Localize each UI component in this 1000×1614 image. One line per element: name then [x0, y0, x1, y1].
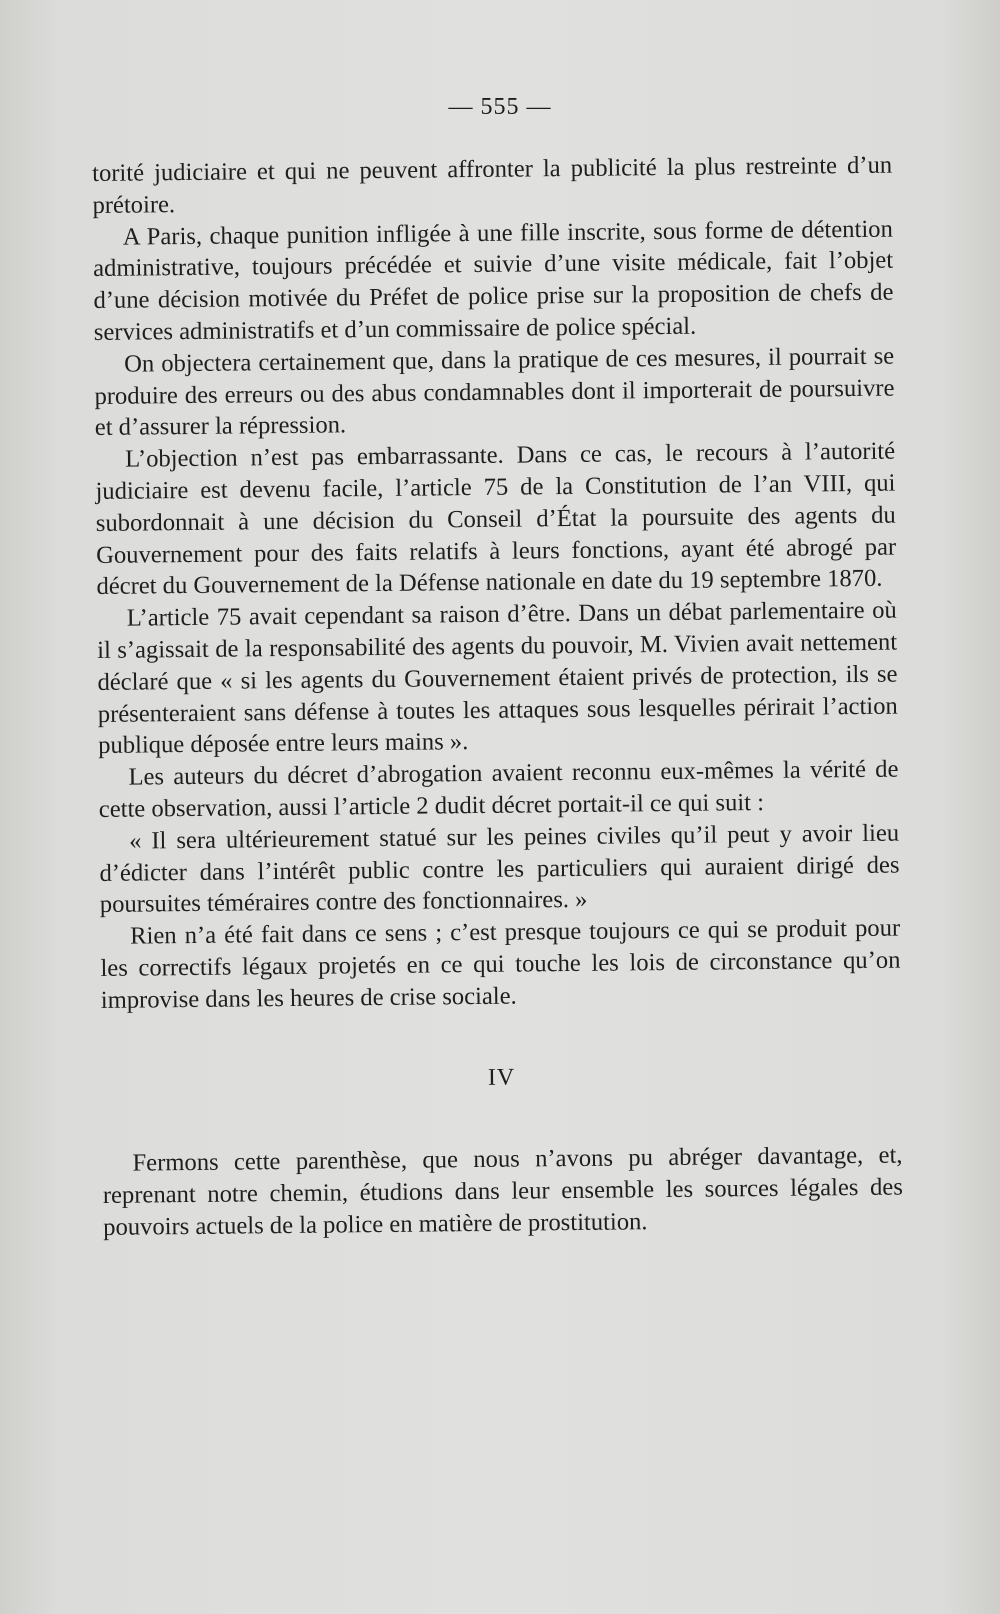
- paragraph: L’article 75 avait cependant sa raison d’être. Dans un débat parlementaire où il s’agissait de la responsabilité des agents du pouvoir, M. Vivien avait nettement déclaré que « si les agents du Gouvernement étaient privés de protection, ils se présenteraient sans défense à toutes les attaques sous lesquelles périrait l’action publique déposée entre leurs mains ».: [97, 596, 898, 760]
- paragraph: On objectera certainement que, dans la pratique de ces mesures, il pourrait se produire des erreurs ou des abus condamnables dont il importerait de poursuivre et d’assurer la répression.: [94, 342, 895, 442]
- paragraph: Rien n’a été fait dans ce sens ; c’est presque toujours ce qui se produit pour les correctifs légaux projetés en ce qui touche les lois de circonstance qu’on improvise dans les heures de crise sociale.: [100, 914, 901, 1014]
- paragraph: Fermons cette parenthèse, que nous n’avons pu abréger davantage, et, reprenant notre chemin, étudions dans leur ensemble les sources légales des pouvoirs actuels de la police en matière de prostitution.: [102, 1141, 903, 1241]
- page-number: — 555 —: [448, 94, 552, 120]
- paragraph: torité judiciaire et qui ne peuvent affronter la publicité la plus restreinte d’un prétoire.: [92, 151, 893, 219]
- section-heading: IV: [487, 1064, 516, 1091]
- paragraph: A Paris, chaque punition infligée à une fille inscrite, sous forme de détention administrative, toujours précédée et suivie d’une visite médicale, fait l’objet d’une décision motivée du Préfet de police prise sur la proposition de chefs de services administratifs et d’un commissaire de police spécial.: [93, 215, 894, 346]
- paragraph: Les auteurs du décret d’abrogation avaient reconnu eux-mêmes la vérité de cette observation, aussi l’article 2 dudit décret portait-il ce qui suit :: [98, 755, 899, 823]
- paragraph: L’objection n’est pas embarrassante. Dans ce cas, le recours à l’autorité judiciaire est devenu facile, l’article 75 de la Constitution de l’an VIII, qui subordonnait à une décision du Conseil d’État la poursuite des agents du Gouvernement pour des faits relatifs à leurs fonctions, ayant été abrogé par décret du Gouvernement de la Défense nationale en date du 19 septembre 1870.: [95, 437, 897, 601]
- paragraph: « Il sera ultérieurement statué sur les peines civiles qu’il peut y avoir lieu d’édicter dans l’intérêt public contre les particuliers qui auraient dirigé des poursuites téméraires contre des fonctionnaires. »: [99, 819, 900, 919]
- paragraphs-after-section: [102, 1140, 903, 1244]
- body-text: [92, 150, 903, 1244]
- paragraphs-before-section: [92, 150, 901, 1017]
